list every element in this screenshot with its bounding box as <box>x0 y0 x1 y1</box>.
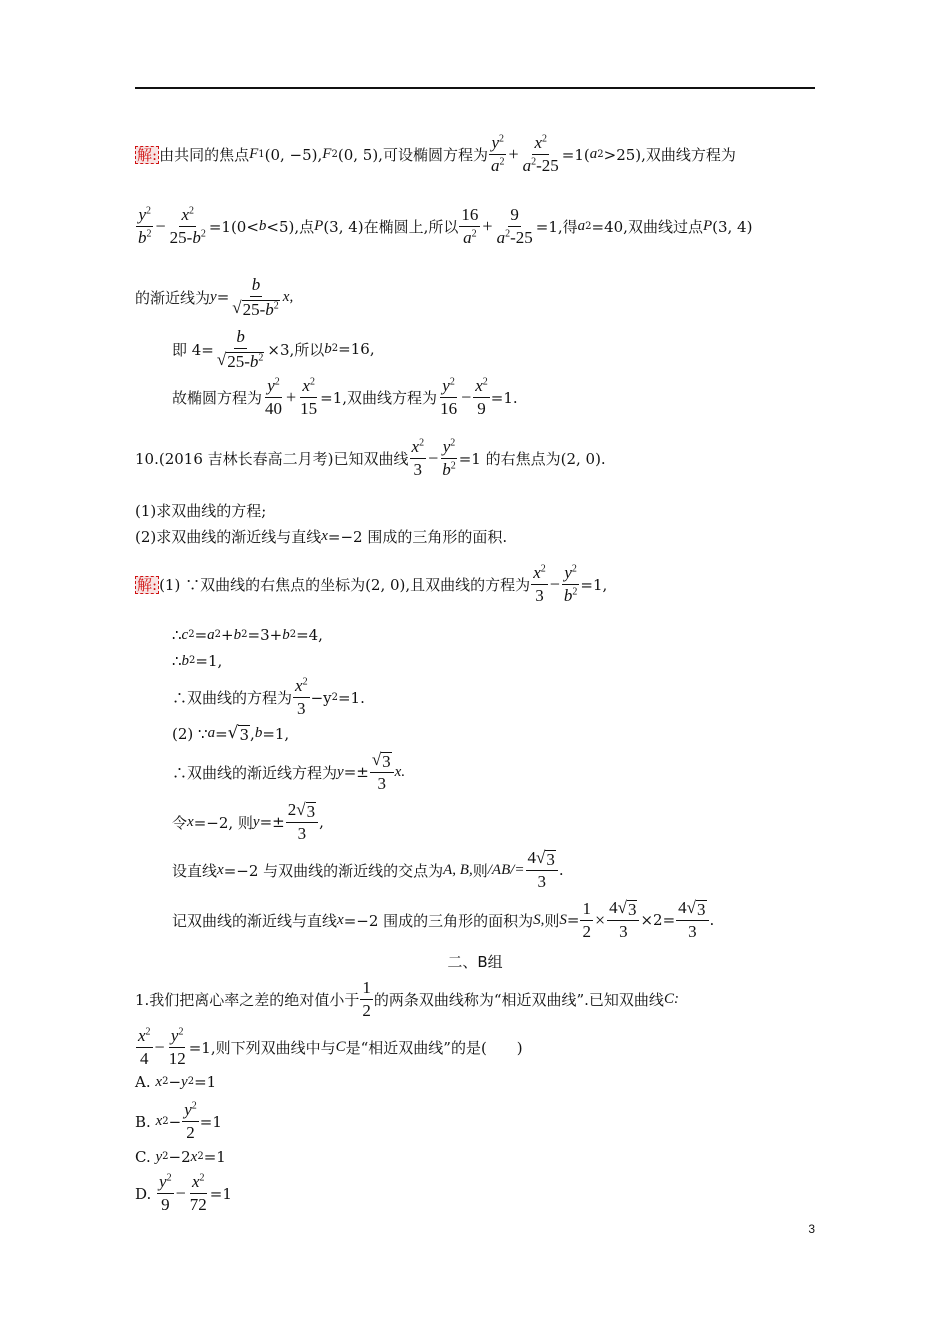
solution-10-line-7: 令 x =−2, 则 y =± 2 √ 3 3 , <box>172 800 324 843</box>
solution-10-line-8: 设直线 x =−2 与双曲线的渐近线的交点为 A, B, 则 /AB/= 4 √ 3 3 . <box>172 848 564 891</box>
solution-line-2: $\frac{y^2}{b^2}$ − $\frac{x^2}{25-b^2}$ =1(0< b <5),点 P (3, 4)在椭圆上,所以 $\frac{16}{a^2}$ + $\frac{9}{a^2-25}$ =1,得 a 2 =40,双曲线过点 P (3, 4) <box>138 205 753 247</box>
solution-10-line-5: (2) ∵ a = √ 3 , b =1, <box>172 723 290 744</box>
page-number: 3 <box>808 1222 815 1236</box>
question-b1-line-1: 1.我们把离心率之差的绝对值小于 $\frac{1}{2}$ 的两条双曲线称为“相近双曲线”.已知双曲线 C: <box>135 978 679 1020</box>
solution-line-4: 即 4= b √ $25-b^2$ ×3,所以 b 2 =16, <box>172 327 375 371</box>
solution-line-5: 故椭圆方程为 $\frac{y^2}{40}$ + $\frac{x^2}{15}$ =1,双曲线方程为 $\frac{y^2}{16}$ − $\frac{x^2}{9}$ =1. <box>172 376 518 418</box>
solution-10-line-2: ∴ c 2 = a 2 + b 2 =3+ b 2 =4, <box>172 626 323 644</box>
solution-10-line-6: ∴双曲线的渐近线方程为 y =± √ 3 3 x. <box>172 750 406 793</box>
option-a: A. x 2 − y 2 =1 <box>135 1073 217 1091</box>
header-rule <box>135 87 815 89</box>
question-10-part-1: (1)求双曲线的方程; <box>135 502 267 520</box>
solution-badge: 解: <box>137 145 158 164</box>
question-10-part-2: (2)求双曲线的渐近线与直线 x =−2 围成的三角形的面积. <box>135 528 508 546</box>
question-b1-line-2: $\frac{x^2}{4}$ − $\frac{y^2}{12}$ =1,则下列双曲线中与 C 是“相近双曲线”的是( ) <box>138 1026 523 1068</box>
option-c: C. y 2 −2 x 2 =1 <box>135 1148 226 1166</box>
solution-badge: 解: <box>137 575 158 594</box>
fraction: $\frac{x^2}{a^2-25}$ <box>522 133 559 175</box>
solution-10-line-1: 解: (1) ∵双曲线的右焦点的坐标为(2, 0),且双曲线的方程为 $\frac{x^2}{3}$ − $\frac{y^2}{b^2}$ =1, <box>137 563 608 605</box>
solution-line-1: 解: 由共同的焦点 F 1 (0, −5), F 2 (0, 5), 可设椭圆方程为 $\frac{y^2}{a^2}$ + $\frac{x^2}{a^2-25}$ =1( a 2 >25),双曲线方程为 <box>137 133 736 175</box>
solution-10-line-4: ∴双曲线的方程为 $\frac{x^2}{3}$ −y 2 =1. <box>172 676 365 718</box>
option-d: D. $\frac{y^2}{9}$ − $\frac{x^2}{72}$ =1 <box>135 1172 232 1214</box>
solution-10-line-9: 记双曲线的渐近线与直线 x =−2 围成的三角形的面积为 S, 则 S = $\frac{1}{2}$ × 4 √ 3 3 ×2= 4 √ 3 3 . <box>172 898 715 941</box>
solution-10-line-3: ∴ b 2 =1, <box>172 652 223 670</box>
fraction: $\frac{y^2}{a^2}$ <box>490 133 505 175</box>
option-b: B. x 2 − $\frac{y^2}{2}$ =1 <box>135 1100 222 1142</box>
solution-line-3: 的渐近线为 y = b √ $25-b^2$ x, <box>135 275 294 319</box>
question-10: 10.(2016 吉林长春高二月考)已知双曲线 $\frac{x^2}{3}$ − $\frac{y^2}{b^2}$ =1 的右焦点为(2, 0). <box>135 437 606 479</box>
section-heading: 二、B组 <box>447 953 503 971</box>
